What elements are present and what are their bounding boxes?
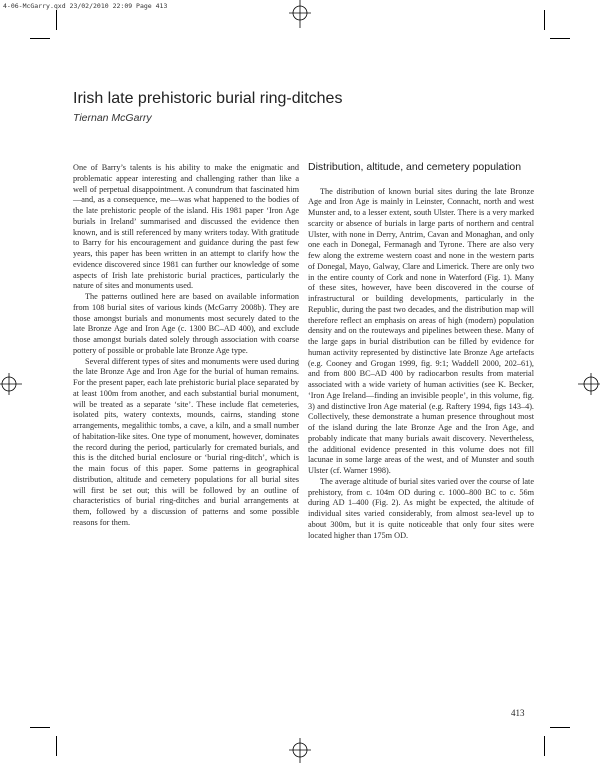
right-text-column <box>308 163 534 541</box>
body-paragraph: Several different types of sites and monuments were used during the late Bronze Age and Iron Age for the burial of human remains. For the present paper, each late prehistoric burial place separated by at least 100m from another, and each substantial burial monument, will be treated as a separate ‘site’. These include flat cemeteries, isolated pits, watery contexts, mounds, cairns, standing stone arrangements, megalithic tombs, a cave, a kiln, and a small number of habitation-like sites. One type of monument, however, dominates the record during the period, particularly for cremated burials, and this is the ditched burial enclosure or ‘burial ring-ditch’, which is the main focus of this paper. Some patterns in geographical distribution, altitude and cemetery populations for all burial sites will first be set out; this will be followed by an outline of characteristics of burial ring-ditches and burial arrangements at them, followed by a discussion of patterns and some possible reasons for them. <box>73 356 299 527</box>
body-paragraph: The average altitude of burial sites varied over the course of late prehistory, from c. 104m OD during c. 1000–800 BC to c. 56m during AD 1–400 (Fig. 2). As might be expected, the altitude of individual sites varied considerably, from almost sea-level up to about 300m, but it is quite noticeable that only four sites were located higher than 175m OD. <box>308 476 534 540</box>
crop-mark-bottom-left-v <box>56 736 57 756</box>
left-text-column <box>73 163 299 529</box>
print-slug-line: 4-06-McGarry.qxd 23/02/2010 22:09 Page 413 <box>3 2 168 10</box>
body-paragraph: The distribution of known burial sites during the late Bronze Age and Iron Age is mainly in Leinster, Connacht, north and west Munster and, to a lesser extent, south Ulster. There is a very marked scarcity or absence of burials in large parts of northern and central Ulster, with none in Derry, Antrim, Cavan and Monaghan, and only one each in Donegal, Fermanagh and Tyrone. There are also very few along the extreme western coast and none in the western parts of Donegal, Mayo, Galway, Clare and Limerick. There are only two in the entire county of Cork and none in Waterford (Fig. 1). Many of these sites, however, have been discovered in the course of infrastructural or building developments, particularly in the Republic, during the past two decades, and the distribution map will therefore reflect an emphasis on areas of high (modern) population density and on the routeways and pipelines between these. Many of the large gaps in burial distribution can be filled by evidence for human activity represented by distinctive late Bronze Age artefacts (e.g. Cooney and Grogan 1999, fig. 9:1; Waddell 2000, 202–61), and from 800 BC–AD 400 by radiocarbon results from material associated with a wide variety of human activities (see K. Becker, ‘Iron Age Ireland—finding an invisible people’, in this volume, fig. 3) and distinctive Iron Age material (e.g. Raftery 1994, figs 143–4). Collectively, these demonstrate a human presence throughout most of the island during the late Bronze Age and the Iron Age, and probably indicate that many burials await discovery. Nevertheless, the additional evidence presented in this volume does not fill lacunae in some large areas of the west, and of Munster and south Ulster (cf. Warner 1998). <box>308 186 534 475</box>
registration-mark-top <box>285 0 315 30</box>
article-author: Tiernan McGarry <box>73 112 152 124</box>
section-heading: Distribution, altitude, and cemetery population <box>308 161 522 173</box>
crop-mark-bottom-right-v <box>544 736 545 756</box>
crop-mark-top-right-h <box>550 38 570 39</box>
body-paragraph: One of Barry’s talents is his ability to make the enigmatic and problematic appear interesting and challenging rather than like a well of perpetual disappointment. A conundrum that fascinated him—and, as a consequence, me—was what happened to the bodies of the late prehistoric people of the island. His 1981 paper ‘Iron Age burials in Ireland’ summarised and discussed the evidence then known, and is still referenced by many writers today. With gratitude to Barry for his encouragement and guidance during the past few years, this paper has been written in an attempt to clarify how the evidence discovered since 1981 can further our knowledge of some aspects of Irish late prehistoric burial practices, particularly the nature of sites and monuments used. <box>73 163 299 291</box>
page-number: 413 <box>511 708 525 718</box>
registration-mark-right <box>576 369 600 399</box>
crop-mark-top-left-h <box>30 38 50 39</box>
article-title: Irish late prehistoric burial ring-ditches <box>73 90 343 107</box>
registration-mark-left <box>0 369 24 399</box>
crop-mark-top-left-v <box>56 10 57 30</box>
crop-mark-top-right-v <box>544 10 545 30</box>
registration-mark-bottom <box>285 736 315 763</box>
crop-mark-bottom-right-h <box>550 727 570 728</box>
body-paragraph: The patterns outlined here are based on available information from 108 burial sites of various kinds (McGarry 2008b). They are those amongst burials and monuments most securely dated to the late Bronze Age and Iron Age (c. 1300 BC–AD 400), and exclude those amongst burials dated solely through association with coarse pottery of possible or probable late Bronze Age type. <box>73 292 299 355</box>
crop-mark-bottom-left-h <box>30 727 50 728</box>
